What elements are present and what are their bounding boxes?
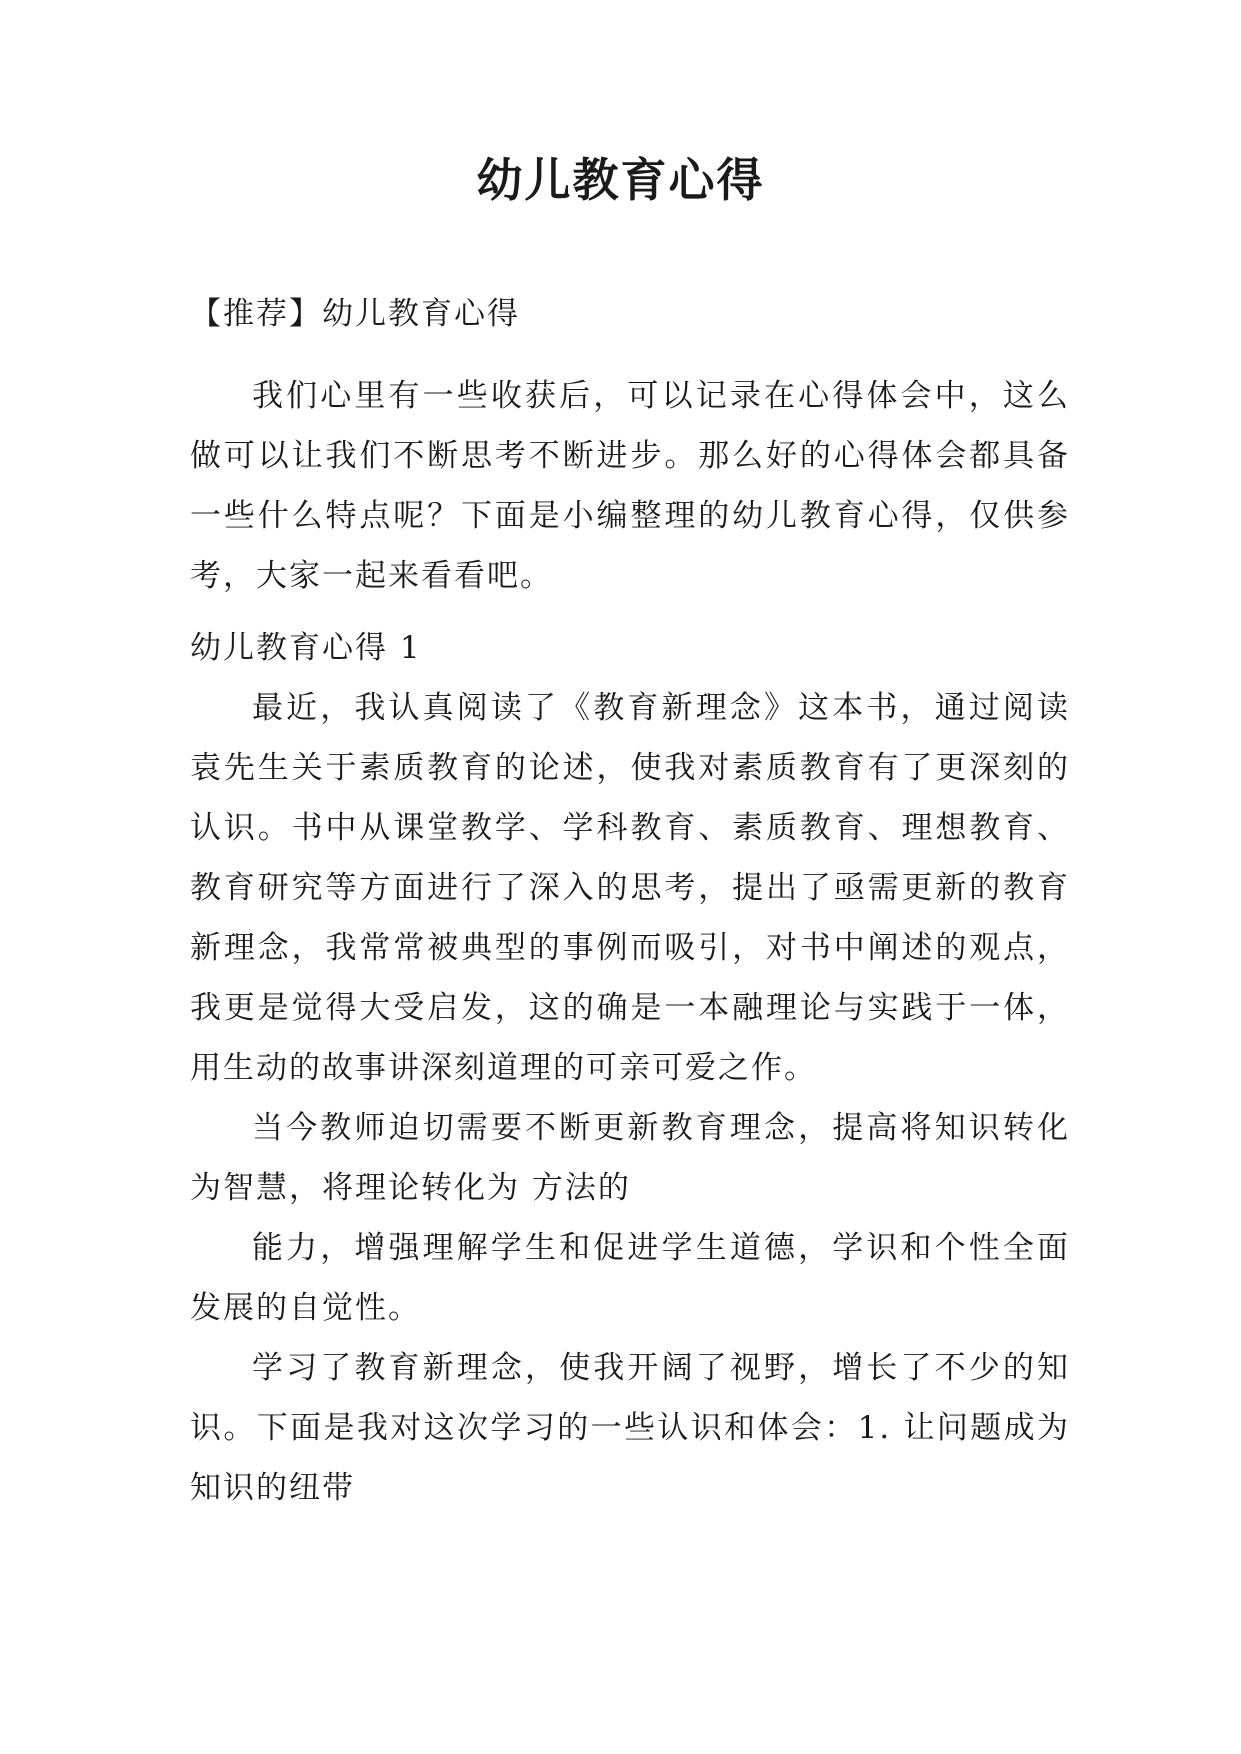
- section-heading: 幼儿教育心得 1: [190, 630, 422, 666]
- body-paragraph: 当今教师迫切需要不断更新教育理念，提高将知识转化为智慧，将理论转化为 方法的: [190, 1110, 1070, 1206]
- intro-block: [190, 366, 1070, 606]
- document-subtitle: 【推荐】幼儿教育心得: [190, 296, 520, 332]
- document-title: 幼儿教育心得: [476, 153, 765, 207]
- body-paragraph: 学习了教育新理念，使我开阔了视野，增长了不少的知识。下面是我对这次学习的一些认识和体会：1. 让问题成为知识的纽带: [190, 1350, 1070, 1506]
- body-paragraph: 最近，我认真阅读了《教育新理念》这本书，通过阅读袁先生关于素质教育的论述，使我对素质教育有了更深刻的认识。书中从课堂教学、学科教育、素质教育、理想教育、教育研究等方面进行了深入的思考，提出了亟需更新的教育新理念，我常常被典型的事例而吸引，对书中阐述的观点，我更是觉得大受启发，这的确是一本融理论与实践于一体，用生动的故事讲深刻道理的可亲可爱之作。: [190, 690, 1070, 1086]
- intro-paragraph: 我们心里有一些收获后，可以记录在心得体会中，这么做可以让我们不断思考不断进步。那么好的心得体会都具备一些什么特点呢？下面是小编整理的幼儿教育心得，仅供参考，大家一起来看看吧。: [190, 378, 1070, 594]
- section-block: [190, 618, 1070, 1518]
- body-paragraph: 能力，增强理解学生和促进学生道德，学识和个性全面发展的自觉性。: [190, 1230, 1070, 1326]
